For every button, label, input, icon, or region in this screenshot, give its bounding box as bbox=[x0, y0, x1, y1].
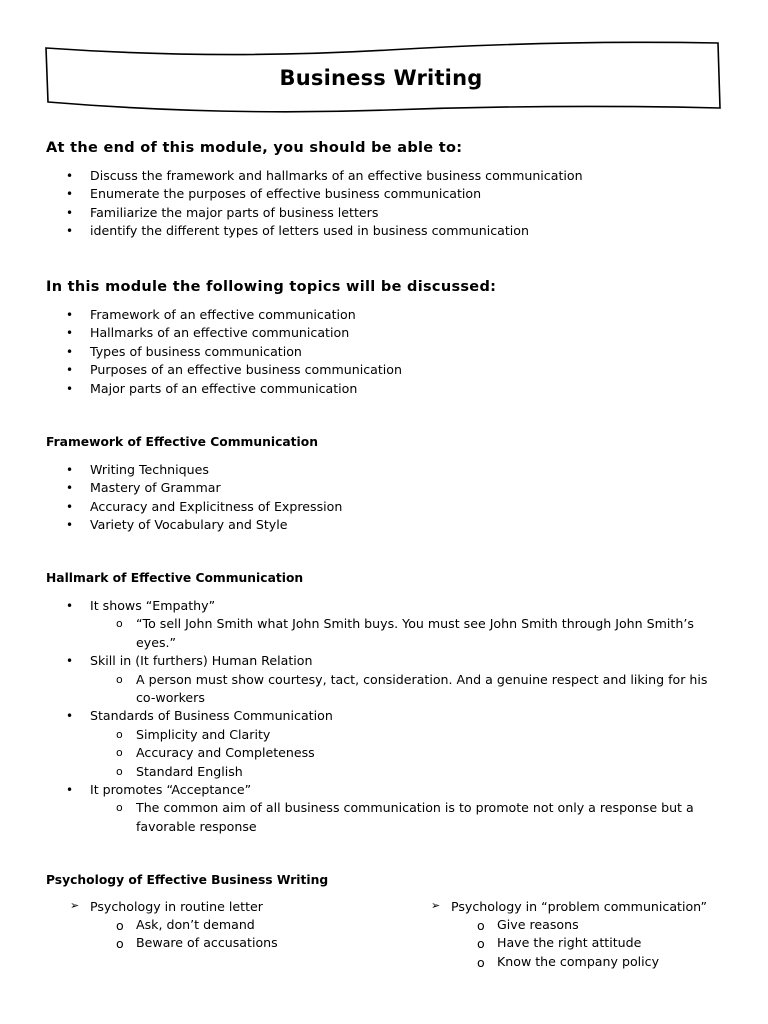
psychology-problem-item: Have the right attitude bbox=[497, 935, 642, 950]
list-item bbox=[0, 781, 768, 836]
document-title: Business Writing bbox=[279, 66, 483, 90]
list-item bbox=[0, 204, 768, 222]
psychology-routine-column bbox=[70, 899, 400, 979]
framework-heading: Framework of Effective Communication bbox=[46, 435, 318, 449]
list-item bbox=[0, 516, 768, 534]
list-item-text: Purposes of an effective business communication bbox=[90, 362, 402, 378]
list-item-text: Major parts of an effective communication bbox=[90, 380, 358, 396]
list-item bbox=[0, 380, 768, 398]
list-item bbox=[0, 306, 768, 324]
list-item-text: Mastery of Grammar bbox=[90, 480, 221, 496]
list-item-text: Discuss the framework and hallmarks of an effective business communication bbox=[90, 168, 583, 183]
sub-list bbox=[0, 799, 768, 836]
topics-heading: In this module the following topics will be discussed: bbox=[46, 279, 497, 295]
psychology-problem-column bbox=[431, 899, 741, 979]
list-item-text: Skill in (It furthers) Human Relation bbox=[90, 653, 313, 669]
arrow-bullet-icon: ➢ bbox=[70, 899, 80, 912]
bullet-icon: • bbox=[66, 463, 74, 477]
psychology-routine-item: Ask, don’t demand bbox=[136, 917, 255, 932]
topics-list bbox=[0, 306, 768, 398]
sub-bullet-icon: o bbox=[477, 918, 485, 933]
list-item bbox=[0, 479, 768, 497]
list-item-text: Accuracy and Explicitness of Expression bbox=[90, 498, 343, 514]
sub-list-item bbox=[0, 726, 768, 744]
list-item bbox=[0, 361, 768, 379]
list-item-text: Hallmarks of an effective communication bbox=[90, 325, 350, 341]
sub-bullet-icon: o bbox=[477, 936, 485, 951]
list-item-text: Framework of an effective communication bbox=[90, 307, 356, 322]
bullet-icon: • bbox=[66, 654, 74, 669]
hallmark-heading: Hallmark of Effective Communication bbox=[46, 571, 304, 585]
list-item-text: It promotes “Acceptance” bbox=[90, 782, 252, 798]
list-item bbox=[0, 707, 768, 781]
hallmark-list bbox=[0, 597, 768, 836]
sub-list-item bbox=[0, 799, 768, 836]
sub-bullet-icon: o bbox=[116, 764, 123, 778]
bullet-icon: • bbox=[66, 224, 74, 239]
objectives-heading: At the end of this module, you should be able to: bbox=[46, 140, 463, 156]
list-item-text: Types of business communication bbox=[90, 343, 302, 359]
bullet-icon: • bbox=[66, 205, 74, 220]
bullet-icon: • bbox=[66, 518, 74, 533]
list-item bbox=[0, 498, 768, 516]
bullet-icon: • bbox=[66, 783, 74, 798]
bullet-icon: • bbox=[66, 363, 74, 378]
list-item-text: Enumerate the purposes of effective business communication bbox=[90, 186, 482, 202]
sub-bullet-icon: o bbox=[116, 936, 124, 951]
list-item-text: identify the different types of letters used in business communication bbox=[90, 223, 529, 239]
sub-bullet-icon: o bbox=[477, 955, 485, 970]
psychology-routine-title: Psychology in routine letter bbox=[90, 899, 263, 914]
sub-list bbox=[0, 726, 768, 781]
sub-list-item-text: Accuracy and Completeness bbox=[136, 745, 315, 761]
sub-list bbox=[0, 615, 768, 652]
bullet-icon: • bbox=[66, 187, 74, 202]
objectives-list bbox=[0, 167, 768, 241]
sub-bullet-icon: o bbox=[116, 918, 124, 933]
sub-list-item bbox=[0, 671, 768, 708]
list-item bbox=[0, 324, 768, 342]
sub-bullet-icon: o bbox=[116, 617, 123, 631]
psychology-problem-item: Know the company policy bbox=[497, 954, 660, 969]
list-item-text: Familiarize the major parts of business letters bbox=[90, 204, 379, 220]
bullet-icon: • bbox=[66, 499, 74, 514]
psychology-problem-item: Give reasons bbox=[497, 917, 579, 932]
sub-list-item bbox=[0, 763, 768, 781]
sub-list-item bbox=[0, 615, 768, 652]
list-item bbox=[0, 597, 768, 652]
list-item bbox=[0, 185, 768, 203]
list-item-text: Standards of Business Communication bbox=[90, 708, 333, 724]
sub-bullet-icon: o bbox=[116, 727, 123, 741]
sub-list-item bbox=[0, 744, 768, 762]
sub-list-item-text: Standard English bbox=[136, 763, 243, 779]
framework-list bbox=[0, 461, 768, 535]
list-item bbox=[0, 652, 768, 707]
list-item bbox=[0, 222, 768, 240]
sub-bullet-icon: o bbox=[116, 801, 123, 815]
bullet-icon: • bbox=[66, 308, 74, 322]
list-item-text: Writing Techniques bbox=[90, 462, 209, 477]
sub-list-item-text: A person must show courtesy, tact, consideration. And a genuine respect and liking for his co-workers bbox=[136, 671, 708, 706]
title-banner bbox=[38, 38, 724, 114]
bullet-icon: • bbox=[66, 599, 74, 613]
list-item-text: It shows “Empathy” bbox=[90, 598, 216, 613]
sub-bullet-icon: o bbox=[116, 672, 123, 686]
bullet-icon: • bbox=[66, 326, 74, 341]
list-item bbox=[0, 461, 768, 479]
list-item bbox=[0, 343, 768, 361]
list-item-text: Variety of Vocabulary and Style bbox=[90, 517, 288, 533]
bullet-icon: • bbox=[66, 709, 74, 724]
psychology-problem-title: Psychology in “problem communication” bbox=[451, 899, 708, 914]
bullet-icon: • bbox=[66, 481, 74, 496]
sub-list-item-text: The common aim of all business communication is to promote not only a response but a favorable response bbox=[136, 800, 694, 834]
sub-list bbox=[0, 671, 768, 708]
psychology-heading: Psychology of Effective Business Writing bbox=[46, 873, 329, 887]
psychology-routine-item: Beware of accusations bbox=[136, 935, 278, 950]
sub-list-item-text: “To sell John Smith what John Smith buys. You must see John Smith through John Smith’s eyes.” bbox=[136, 616, 694, 650]
sub-bullet-icon: o bbox=[116, 746, 123, 760]
list-item bbox=[0, 167, 768, 185]
bullet-icon: • bbox=[66, 344, 74, 359]
bullet-icon: • bbox=[66, 169, 74, 183]
bullet-icon: • bbox=[66, 381, 74, 396]
sub-list-item-text: Simplicity and Clarity bbox=[136, 726, 271, 742]
arrow-bullet-icon: ➢ bbox=[431, 899, 441, 912]
